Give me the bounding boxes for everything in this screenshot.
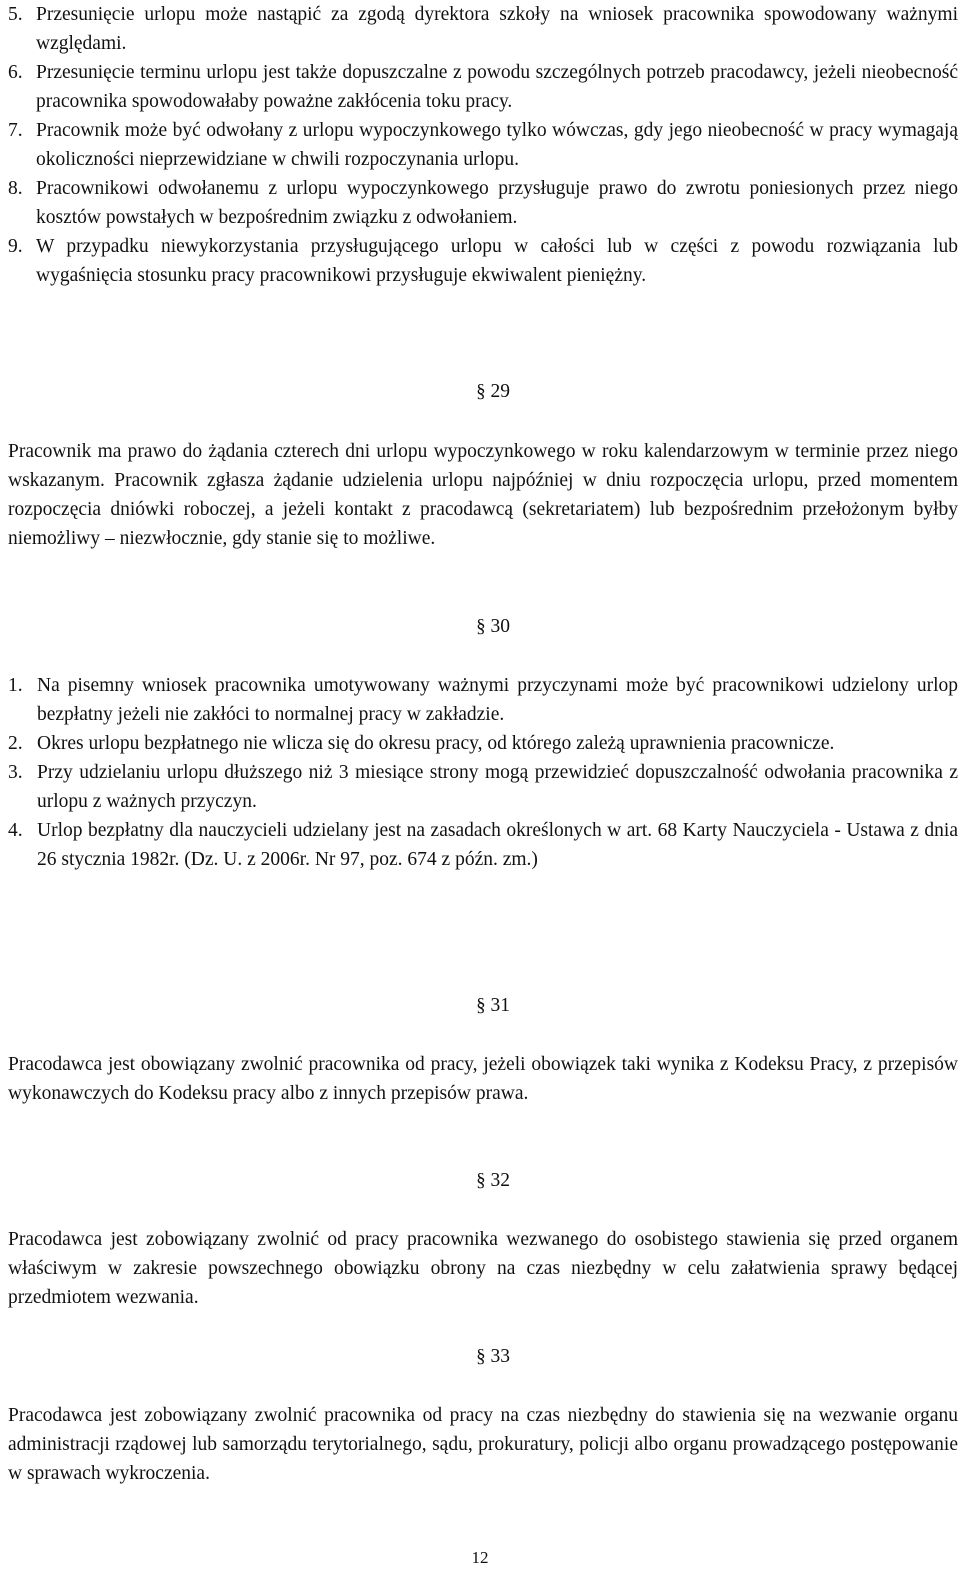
- item-number: 7.: [8, 120, 23, 141]
- item-text: Na pisemny wniosek pracownika umotywowany ważnymi przyczynami może być pracownikowi udzielony urlop bezpłatny jeżeli nie zakłóci to normalnej pracy w zakładzie.: [37, 675, 958, 725]
- section-sign: §: [476, 1346, 486, 1367]
- item-text: Pracownikowi odwołanemu z urlopu wypoczynkowego przysługuje prawo do zwrotu poniesionych przez niego kosztów powstałych w bezpośrednim związku z odwołaniem.: [36, 178, 958, 228]
- list-item-2: [8, 729, 958, 758]
- section-number: 33: [490, 1346, 510, 1367]
- section-sign: §: [476, 616, 486, 637]
- list-item-1: [8, 671, 958, 729]
- item-text: Urlop bezpłatny dla nauczycieli udzielany jest na zasadach określonych w art. 68 Karty Nauczyciela - Ustawa z dnia 26 stycznia 1982r. (Dz. U. z 2006r. Nr 97, poz. 674 z późn. zm.): [37, 820, 958, 870]
- section-29-text: Pracownik ma prawo do żądania czterech dni urlopu wypoczynkowego w roku kalendarzowym w terminie przez niego wskazanym. Pracownik zgłasza żądanie udzielenia urlopu najpóźniej w dniu rozpoczęcia urlopu, przed momentem rozpoczęcia dniówki roboczej, a jeżeli kontakt z pracodawcą (sekretariatem) lub bezpośrednim przełożonym byłby niemożliwy – niezwłocznie, gdy stanie się to możliwe.: [8, 441, 958, 549]
- section-30-list: [8, 671, 958, 874]
- section-33-text: Pracodawca jest zobowiązany zwolnić pracownika od pracy na czas niezbędny do stawienia się na wezwanie organu administracji rządowej lub samorządu terytorialnego, sądu, prokuratury, policji albo organu prowadzącego postępowanie w sprawach wykroczenia.: [8, 1405, 958, 1484]
- section-32-text: Pracodawca jest zobowiązany zwolnić od pracy pracownika wezwanego do osobistego stawienia się przed organem właściwym w zakresie powszechnego obowiązku obrony na czas niezbędny w celu załatwienia sprawy będącej przedmiotem wezwania.: [8, 1229, 958, 1308]
- list-item-9: [8, 232, 958, 290]
- section-heading-33: [8, 1342, 960, 1371]
- section-heading-29: [8, 377, 960, 406]
- list-item-8: [8, 174, 958, 232]
- item-number: 3.: [8, 762, 23, 783]
- section-number: 31: [490, 995, 510, 1016]
- list-item-3: [8, 758, 958, 816]
- list-top: [8, 0, 958, 290]
- item-text: Pracownik może być odwołany z urlopu wypoczynkowego tylko wówczas, gdy jego nieobecność w pracy wymagają okoliczności nieprzewidziane w chwili rozpoczynania urlopu.: [36, 120, 958, 170]
- item-number: 6.: [8, 62, 23, 83]
- item-text: Przesunięcie urlopu może nastąpić za zgodą dyrektora szkoły na wniosek pracownika spowodowany ważnymi względami.: [36, 4, 958, 54]
- item-number: 8.: [8, 178, 23, 199]
- item-text: Okres urlopu bezpłatnego nie wlicza się do okresu pracy, od którego zależą uprawnienia pracownicze.: [37, 733, 835, 754]
- item-number: 4.: [8, 820, 23, 841]
- section-heading-31: [8, 991, 960, 1020]
- section-heading-30: [8, 612, 960, 641]
- section-sign: §: [476, 381, 486, 402]
- item-number: 5.: [8, 4, 23, 25]
- item-text: Przesunięcie terminu urlopu jest także dopuszczalne z powodu szczególnych potrzeb pracodawcy, jeżeli nieobecność pracownika spowodowałaby poważne zakłócenia toku pracy.: [36, 62, 958, 112]
- list-item-7: [8, 116, 958, 174]
- item-number: 2.: [8, 733, 23, 754]
- page-number: 12: [471, 1548, 489, 1567]
- section-number: 29: [490, 381, 510, 402]
- list-item-6: [8, 58, 958, 116]
- section-number: 30: [490, 616, 510, 637]
- section-sign: §: [476, 995, 486, 1016]
- list-item-4: [8, 816, 958, 874]
- section-31-text: Pracodawca jest obowiązany zwolnić pracownika od pracy, jeżeli obowiązek taki wynika z Kodeksu Pracy, z przepisów wykonawczych do Kodeksu pracy albo z innych przepisów prawa.: [8, 1054, 958, 1104]
- item-number: 9.: [8, 236, 23, 257]
- list-item-5: [8, 0, 958, 58]
- item-text: Przy udzielaniu urlopu dłuższego niż 3 miesiące strony mogą przewidzieć dopuszczalność odwołania pracownika z urlopu z ważnych przyczyn.: [37, 762, 958, 812]
- item-number: 1.: [8, 675, 23, 696]
- section-sign: §: [476, 1170, 486, 1191]
- item-text: W przypadku niewykorzystania przysługującego urlopu w całości lub w części z powodu rozwiązania lub wygaśnięcia stosunku pracy pracownikowi przysługuje ekwiwalent pieniężny.: [36, 236, 958, 286]
- section-number: 32: [490, 1170, 510, 1191]
- section-heading-32: [8, 1166, 960, 1195]
